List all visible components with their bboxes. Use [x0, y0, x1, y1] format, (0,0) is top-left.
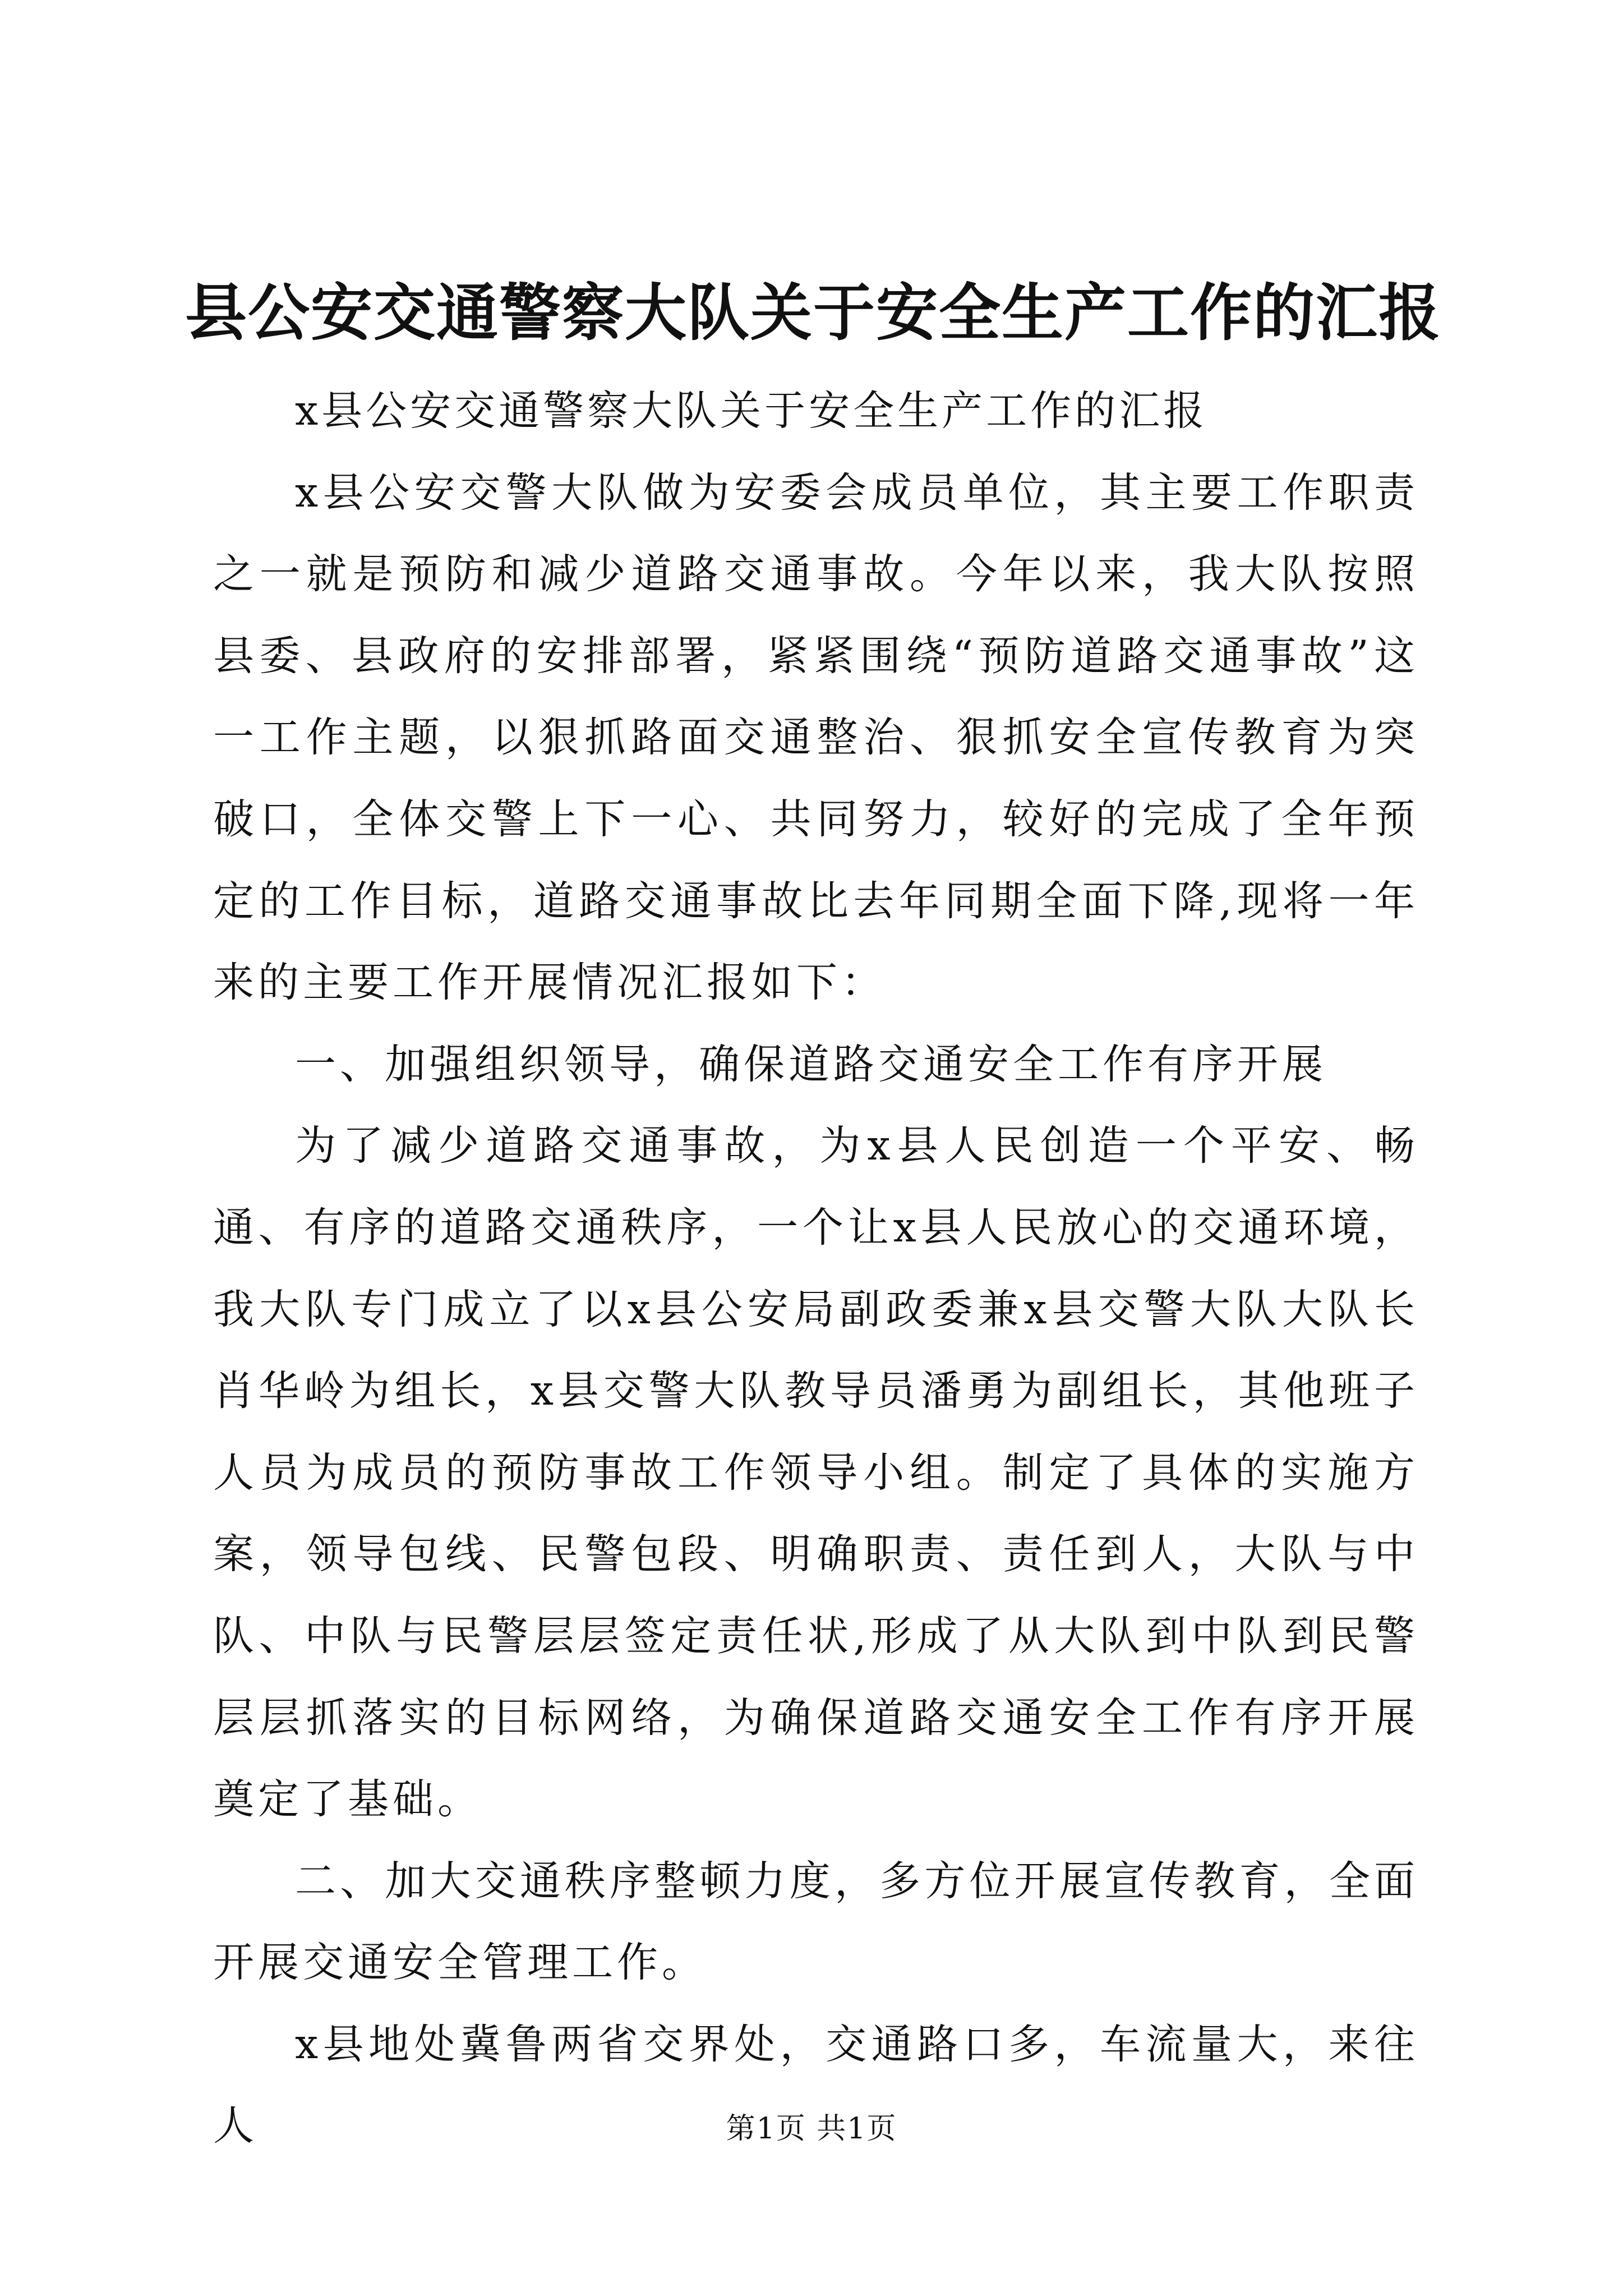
paragraph-intro: x县公安交警大队做为安委会成员单位，其主要工作职责之一就是预防和减少道路交通事故。今年以来，我大队按照县委、县政府的安排部署，紧紧围绕“预防道路交通事故”这一工作主题，以狠抓路面交通整治、狠抓安全宣传教育为突破口，全体交警上下一心、共同努力，较好的完成了全年预定的工作目标，道路交通事故比去年同期全面下降,现将一年来的主要工作开展情况汇报如下： [213, 468, 1419, 1007]
document-title: 县公安交通警察大队关于安全生产工作的汇报 [185, 277, 1441, 349]
paragraph-section-2: x县地处冀鲁两省交界处，交通路口多，车流量大，来往人 [213, 2020, 1419, 2150]
document-subtitle: x县公安交通警察大队关于安全生产工作的汇报 [295, 387, 1208, 435]
section-heading-2: 二、加大交通秩序整顿力度，多方位开展宣传教育，全面开展交通安全管理工作。 [213, 1857, 1419, 1987]
document-body [213, 370, 1419, 2167]
section-heading-1: 一、加强组织领导，确保道路交通安全工作有序开展 [295, 1040, 1327, 1088]
page-number-footer: 第1页 共1页 [726, 2112, 897, 2146]
paragraph-section-1: 为了减少道路交通事故，为x县人民创造一个平安、畅通、有序的道路交通秩序，一个让x县人民放心的交通环境，我大队专门成立了以x县公安局副政委兼x县交警大队大队长肖华岭为组长，x县交警大队教导员潘勇为副组长，其他班子人员为成员的预防事故工作领导小组。制定了具体的实施方案，领导包线、民警包段、明确职责、责任到人，大队与中队、中队与民警层层签定责任状,形成了从大队到中队到民警层层抓落实的目标网络，为确保道路交通安全工作有序开展奠定了基础。 [213, 1122, 1419, 1824]
